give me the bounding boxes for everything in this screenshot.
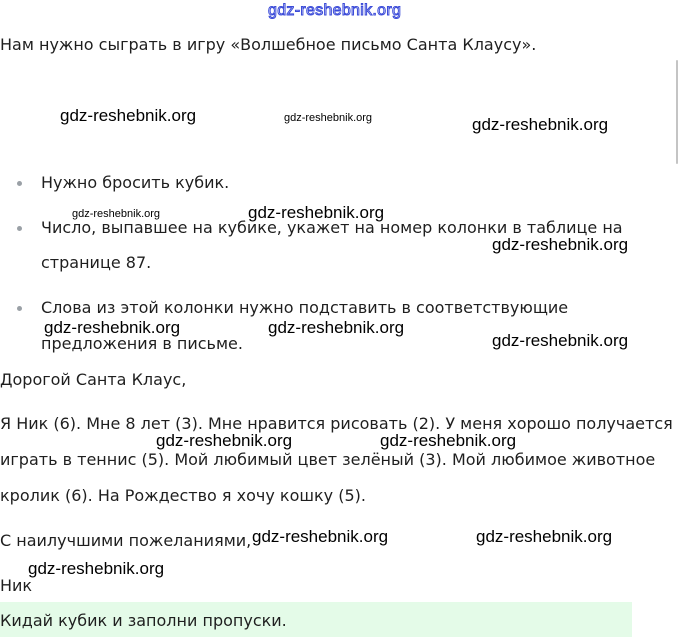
bullet-dot <box>17 181 22 186</box>
rule-item-3-line-1: Слова из этой колонки нужно подставить в соответствующие <box>41 298 569 317</box>
task-text: Кидай кубик и заполни пропуски. <box>0 611 287 630</box>
watermark: gdz-reshebnik.org <box>476 527 613 546</box>
watermark: gdz-reshebnik.org <box>380 431 517 450</box>
rule-item-2-line-1: Число, выпавшее на кубике, укажет на номер колонки в таблице на <box>41 218 623 237</box>
watermark: gdz-reshebnik.org <box>156 431 293 450</box>
watermark: gdz-reshebnik.org <box>472 115 609 134</box>
watermark: gdz-reshebnik.org <box>252 527 389 546</box>
scrollbar[interactable] <box>676 60 678 164</box>
letter-line-2: играть в теннис (5). Мой любимый цвет зелёный (3). Мой любимое животное <box>0 450 656 469</box>
letter-closing: С наилучшими пожеланиями, <box>0 531 252 550</box>
watermark: gdz-reshebnik.org <box>492 235 629 254</box>
rule-item-2-line-2: странице 87. <box>41 253 152 272</box>
watermark: gdz-reshebnik.org <box>248 203 385 222</box>
bullet-dot <box>17 306 22 311</box>
watermark: gdz-reshebnik.org <box>284 112 373 124</box>
watermark: gdz-reshebnik.org <box>44 318 181 337</box>
letter-line-1: Я Ник (6). Мне 8 лет (3). Мне нравится рисовать (2). У меня хорошо получается <box>0 414 673 433</box>
watermark: gdz-reshebnik.org <box>268 318 405 337</box>
letter-line-3: кролик (6). На Рождество я хочу кошку (5). <box>0 486 366 505</box>
letter-greeting: Дорогой Санта Клаус, <box>0 370 187 389</box>
watermark: gdz-reshebnik.org <box>60 106 197 125</box>
watermark: gdz-reshebnik.org <box>28 559 165 578</box>
task-box <box>0 602 632 637</box>
rule-item-1: Нужно бросить кубик. <box>41 173 230 192</box>
site-watermark-top: gdz-reshebnik.org <box>268 2 402 19</box>
intro-text: Нам нужно сыграть в игру «Волшебное письмо Санта Клаусу». <box>0 35 537 54</box>
rule-item-3-line-2: предложения в письме. <box>41 334 243 353</box>
letter-signature: Ник <box>0 576 33 595</box>
bullet-dot <box>17 226 22 231</box>
watermark: gdz-reshebnik.org <box>72 208 161 220</box>
watermark: gdz-reshebnik.org <box>492 331 629 350</box>
